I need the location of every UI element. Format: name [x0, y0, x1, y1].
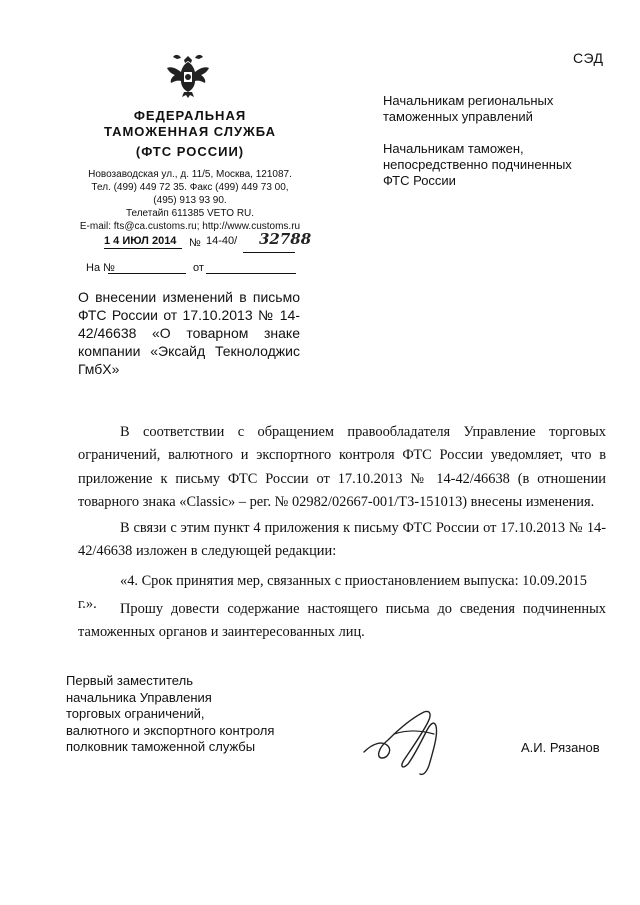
registration-number-underline [243, 252, 295, 253]
signatory-title-line3: торговых ограничений, [66, 706, 205, 721]
signatory-title-line4: валютного и экспортного контроля [66, 722, 275, 738]
org-name-line1: ФЕДЕРАЛЬНАЯ [133, 108, 247, 123]
body-paragraph-2: В связи с этим пункт 4 приложения к письму ФТС России от 17.10.2013 № 14-42/46638 изложен в следующей редакции: [78, 520, 606, 560]
letter-subject: О внесении изменений в письмо ФТС России от 17.10.2013 № 14-42/46638 «О товарном знаке компании «Эксайд Текнолоджис ГмбХ» [78, 289, 300, 377]
reference-date-blank [206, 273, 296, 274]
signatory-title-line1: Первый заместитель [66, 673, 193, 688]
registration-number-handwritten: 32788 [259, 230, 312, 248]
org-phone: Тел. (499) 449 72 35. Факс (499) 449 73 00, [91, 182, 289, 193]
org-address: Новозаводская ул., д. 11/5, Москва, 121087. [88, 169, 292, 180]
addressee-customs-line2: непосредственно подчиненных [383, 157, 572, 172]
registration-number-label: № [189, 237, 201, 249]
addressee-regional-line1: Начальникам региональных [383, 93, 554, 108]
signatory-name: А.И. Рязанов [521, 740, 600, 755]
addressee-customs-line1: Начальникам таможен, [383, 141, 524, 156]
org-name-line2: ТАМОЖЕННАЯ СЛУЖБА [103, 124, 277, 139]
body-paragraph-3: «4. Срок принятия мер, связанных с приостановлением выпуска: 10.09.2015 г.». [78, 573, 587, 613]
body-paragraph-1: В соответствии с обращением правообладателя Управление торговых ограничений, валютного и экспортного контроля ФТС России уведомляет, что в приложение к письму ФТС России от 17.10.2013 № 14-42/46638 (в отношении товарного знака «Classic» – рег. № 02982/02667-001/ТЗ-151013) внесены изменения. [78, 424, 606, 510]
reference-number-label: На № [86, 262, 115, 274]
body-paragraph-4: Прошу довести содержание настоящего письма до сведения подчиненных таможенных органов и заинтересованных лиц. [78, 601, 606, 641]
reference-number-blank [108, 273, 186, 274]
registration-number: 14-40/ [206, 235, 238, 247]
signatory-title-line5: полковник таможенной службы [66, 739, 256, 754]
addressee-regional-line2: таможенных управлений [383, 109, 533, 124]
coat-of-arms-icon [163, 50, 213, 100]
reference-date-label: от [193, 262, 204, 274]
addressee-customs [383, 141, 572, 189]
addressee-customs-line3: ФТС России [383, 173, 456, 188]
signatory-title-line2: начальника Управления [66, 689, 212, 705]
sed-mark: СЭД [573, 50, 604, 66]
org-telex: Телетайп 611385 VETO RU. [125, 208, 255, 219]
org-name-short: (ФТС РОССИИ) [135, 144, 245, 159]
handwritten-signature [358, 700, 458, 780]
signatory-title [66, 673, 274, 756]
org-phone-2: (495) 913 93 90. [153, 195, 227, 206]
registration-date: 1 4 ИЮЛ 2014 [104, 235, 182, 249]
org-email: E-mail: fts@ca.customs.ru; http://www.customs.ru [79, 221, 301, 232]
addressee-regional [383, 93, 553, 125]
